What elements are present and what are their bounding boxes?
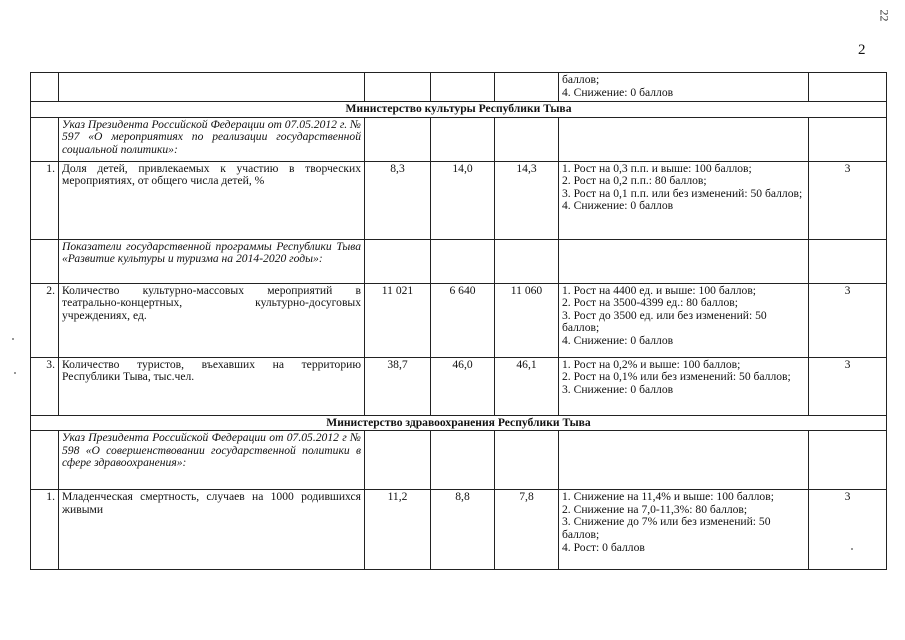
row-number-cell [31, 239, 59, 283]
score-cell: 3 [809, 490, 887, 570]
value-cell [495, 431, 559, 490]
row-number-cell [31, 73, 59, 102]
criteria-line: 2. Рост на 0,2 п.п.: 80 баллов; [562, 174, 707, 188]
table-row [31, 283, 887, 357]
section-title: Министерство здравоохранения Республики Тыва [31, 415, 887, 431]
criteria-line: 2. Рост на 3500-4399 ед.: 80 баллов; [562, 296, 738, 310]
value-cell [365, 117, 431, 161]
value-cell [365, 239, 431, 283]
subheading-cell: Указ Президента Российской Федерации от 07.05.2012 г. № 597 «О мероприятиях по реализации государственной социальной политики»: [59, 117, 365, 161]
criteria-line: 4. Снижение: 0 баллов [562, 333, 674, 347]
table-row [31, 431, 887, 490]
criteria-line: 2. Рост на 0,1% или без изменений: 50 баллов; [562, 370, 791, 384]
criteria-line: 1. Рост на 0,3 п.п. и выше: 100 баллов; [562, 161, 752, 175]
value-cell [431, 117, 495, 161]
row-number-cell [31, 431, 59, 490]
section-header-row [31, 415, 887, 431]
value-cell: 14,3 [495, 161, 559, 239]
score-cell [809, 73, 887, 102]
criteria-line: 2. Снижение на 7,0-11,3%: 80 баллов; [562, 502, 748, 516]
criteria-line: баллов; [562, 73, 600, 86]
subheading-cell: Показатели государственной программы Республики Тыва «Развитие культуры и туризма на 2014-2020 годы»: [59, 239, 365, 283]
row-number-cell: 3. [31, 357, 59, 415]
row-number-cell [31, 117, 59, 161]
score-cell: 3 [809, 283, 887, 357]
row-number-cell: 1. [31, 490, 59, 570]
criteria-line: 1. Рост на 0,2% и выше: 100 баллов; [562, 357, 741, 371]
criteria-cell [559, 490, 809, 570]
criteria-cell [559, 431, 809, 490]
criteria-line: 3. Рост до 3500 ед. или без изменений: 50 баллов; [562, 308, 767, 335]
criteria-line: 3. Снижение до 7% или без изменений: 50 баллов; [562, 515, 771, 541]
score-cell [809, 431, 887, 490]
page-number: 2 [858, 42, 866, 58]
criteria-cell [559, 161, 809, 239]
criteria-line: 1. Рост на 4400 ед. и выше: 100 баллов; [562, 283, 757, 297]
score-cell [809, 239, 887, 283]
value-cell [365, 73, 431, 102]
corner-handwritten-mark: 22 [877, 9, 892, 22]
value-cell: 11 021 [365, 283, 431, 357]
section-header-row [31, 102, 887, 118]
table-row [31, 357, 887, 415]
value-cell [431, 73, 495, 102]
value-cell [495, 239, 559, 283]
value-cell: 14,0 [431, 161, 495, 239]
criteria-line: 4. Рост: 0 баллов [562, 540, 645, 554]
value-cell: 11 060 [495, 283, 559, 357]
value-cell: 38,7 [365, 357, 431, 415]
criteria-cell [559, 357, 809, 415]
value-cell [495, 73, 559, 102]
indicator-name-cell: Количество культурно-массовых мероприятий в театрально-концертных, культурно-досуговых учреждениях, ед. [59, 283, 365, 357]
score-cell: 3 [809, 161, 887, 239]
criteria-cell [559, 117, 809, 161]
criteria-line: 4. Снижение: 0 баллов [562, 199, 674, 213]
table-row [31, 161, 887, 239]
value-cell [365, 431, 431, 490]
indicator-name-cell: Количество туристов, въехавших на территорию Республики Тыва, тыс.чел. [59, 357, 365, 415]
value-cell [431, 431, 495, 490]
value-cell: 8,8 [431, 490, 495, 570]
table-row [31, 239, 887, 283]
criteria-line: 4. Снижение: 0 баллов [562, 85, 674, 99]
value-cell: 11,2 [365, 490, 431, 570]
indicators-table [30, 72, 887, 570]
indicator-name-cell [59, 73, 365, 102]
table-body [31, 73, 887, 570]
subheading-cell: Указ Президента Российской Федерации от 07.05.2012 г № 598 «О совершенствовании государственной политики в сфере здравоохранения»: [59, 431, 365, 490]
table-row [31, 73, 887, 102]
table-row [31, 490, 887, 570]
value-cell [431, 239, 495, 283]
criteria-cell [559, 283, 809, 357]
score-cell: 3 [809, 357, 887, 415]
value-cell: 46,0 [431, 357, 495, 415]
section-title: Министерство культуры Республики Тыва [31, 102, 887, 118]
value-cell [495, 117, 559, 161]
table-row [31, 117, 887, 161]
criteria-line: 1. Снижение на 11,4% и выше: 100 баллов; [562, 490, 774, 504]
scan-dot [12, 338, 14, 340]
indicator-name-cell: Доля детей, привлекаемых к участию в творческих мероприятиях, от общего числа детей, % [59, 161, 365, 239]
scan-dot [14, 372, 16, 374]
score-cell [809, 117, 887, 161]
criteria-line: 3. Снижение: 0 баллов [562, 382, 674, 396]
value-cell: 7,8 [495, 490, 559, 570]
indicator-name-cell: Младенческая смертность, случаев на 1000 родившихся живыми [59, 490, 365, 570]
value-cell: 6 640 [431, 283, 495, 357]
row-number-cell: 1. [31, 161, 59, 239]
value-cell: 8,3 [365, 161, 431, 239]
row-number-cell: 2. [31, 283, 59, 357]
criteria-line: 3. Рост на 0,1 п.п. или без изменений: 50 баллов; [562, 186, 803, 200]
criteria-cell [559, 239, 809, 283]
value-cell: 46,1 [495, 357, 559, 415]
criteria-cell [559, 73, 809, 102]
